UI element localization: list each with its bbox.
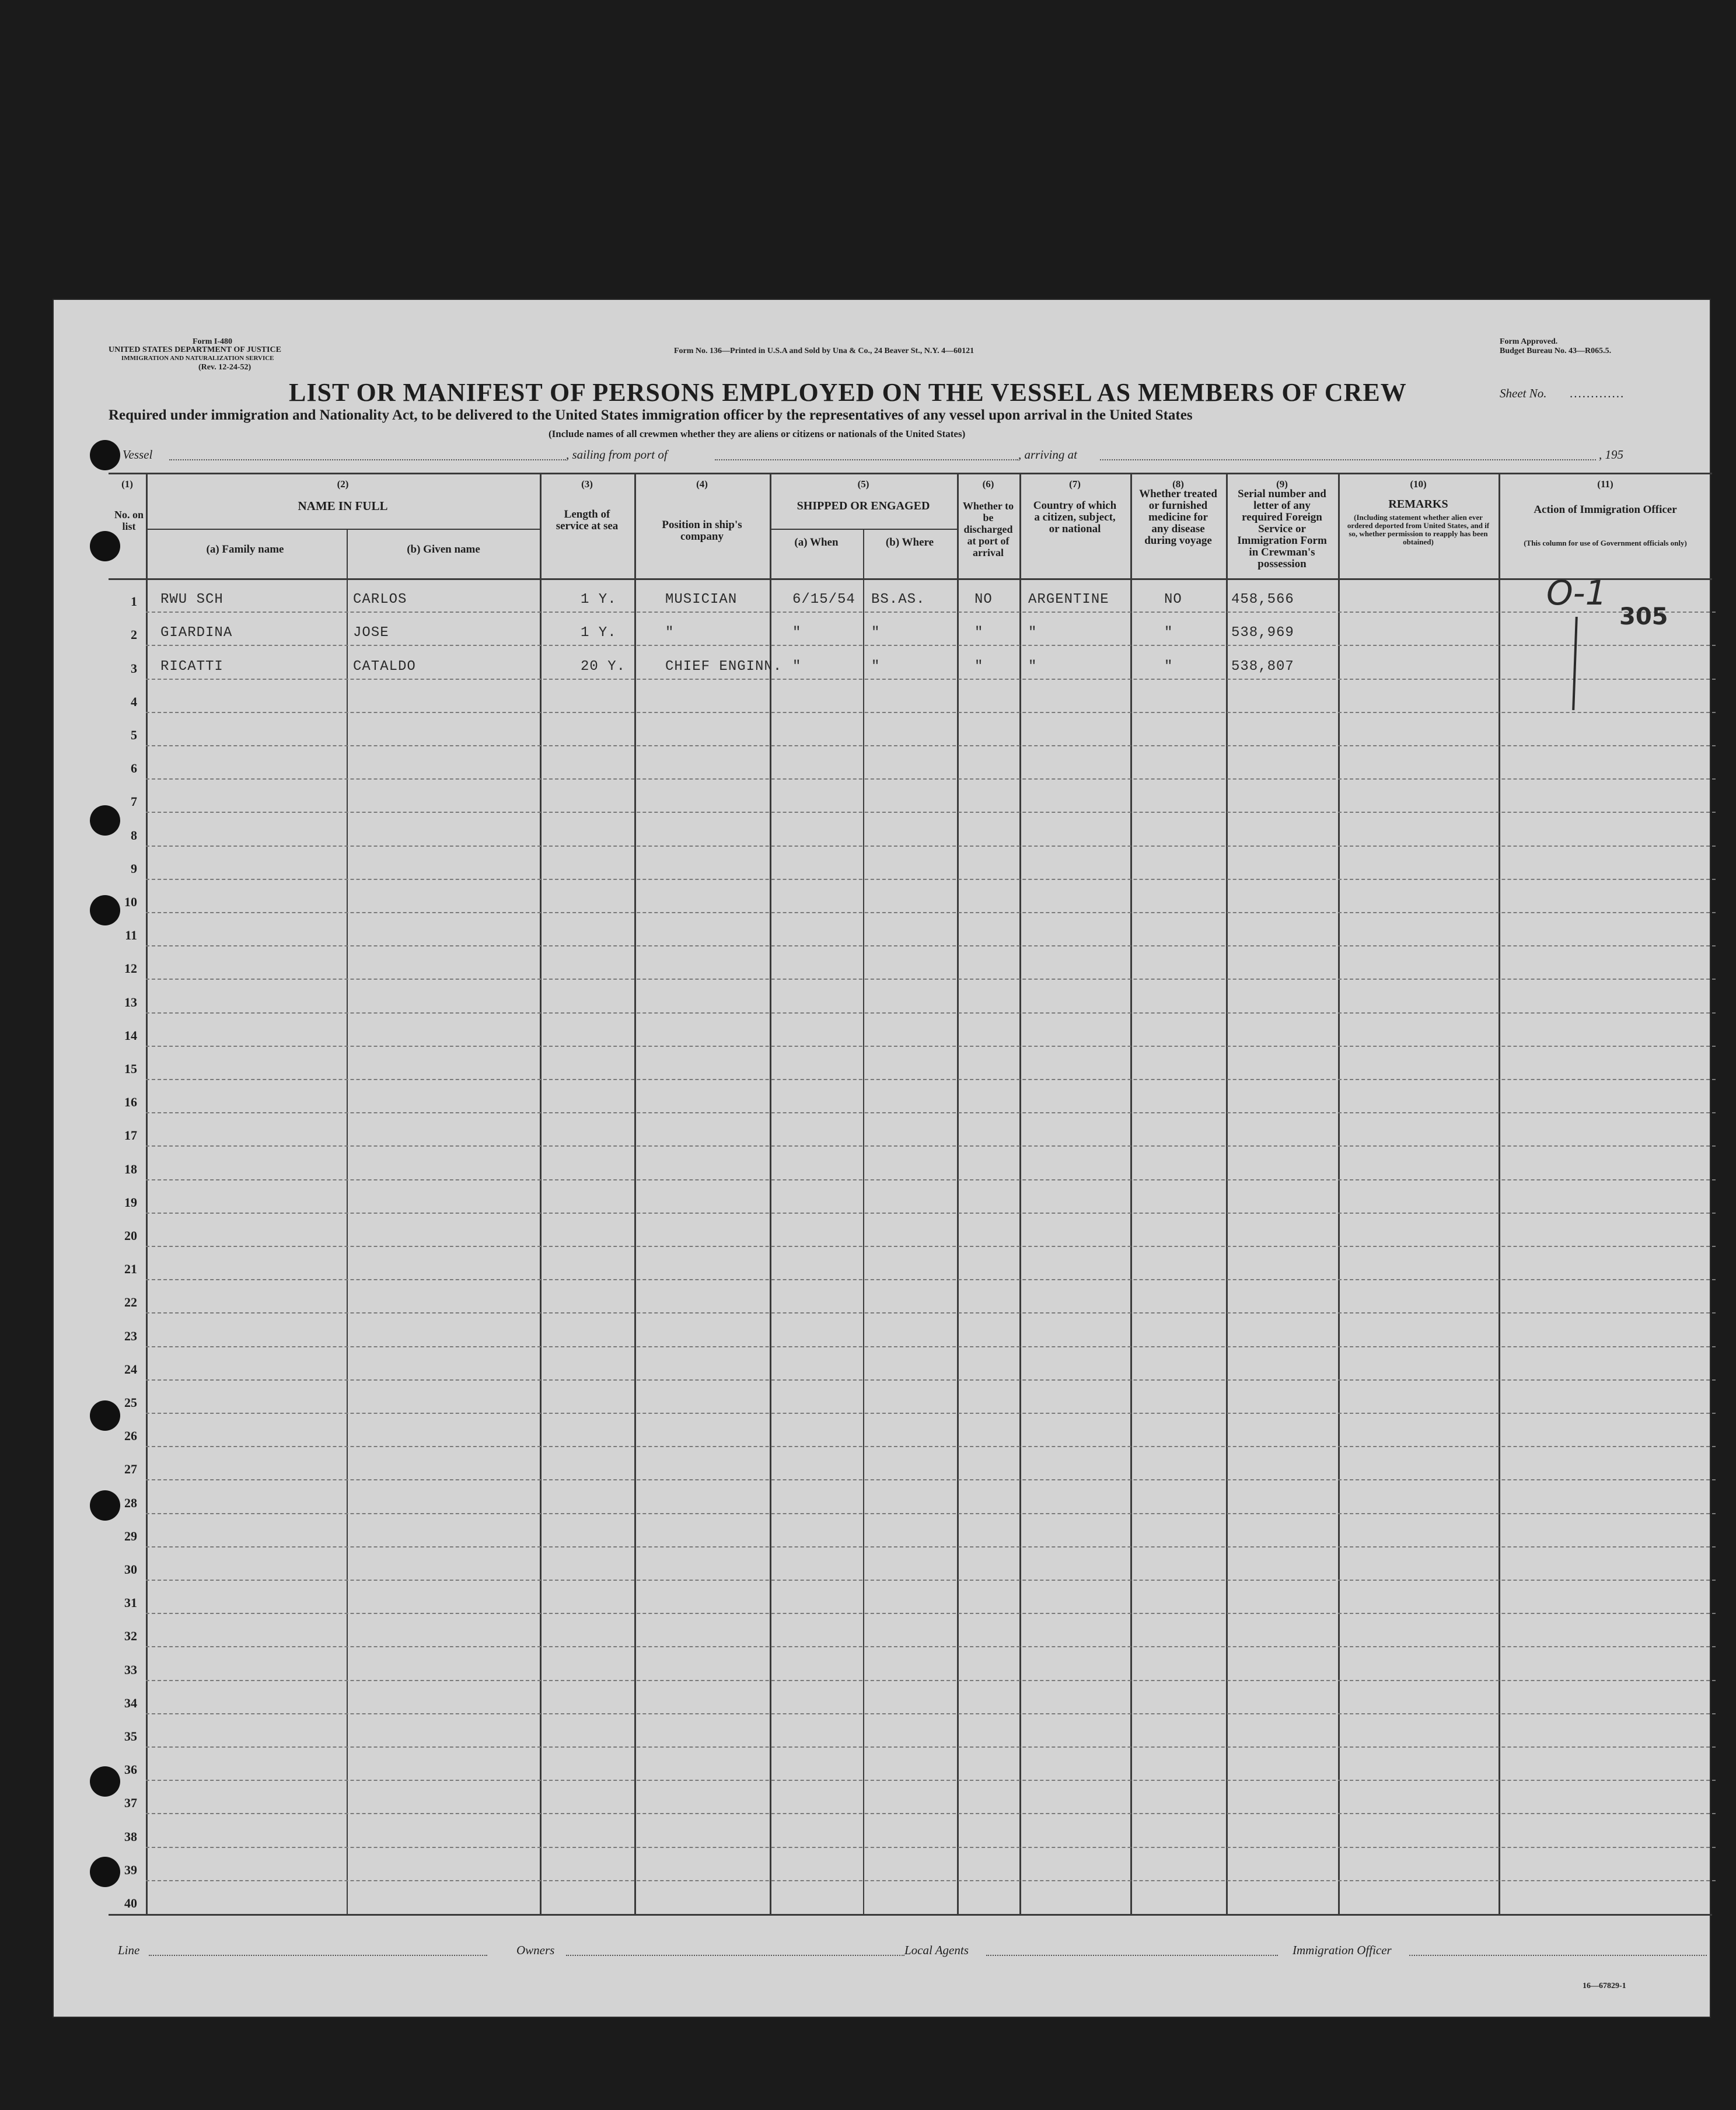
department: UNITED STATES DEPARTMENT OF JUSTICE (109, 345, 281, 354)
row-number: 23 (124, 1328, 137, 1343)
pen-stroke (1572, 617, 1578, 710)
punch-hole (90, 895, 120, 925)
row-number: 4 (131, 694, 137, 709)
col2b-header: (b) Given name (407, 543, 480, 556)
col10-number: (10) (1410, 478, 1427, 490)
col2a-header: (a) Family name (206, 543, 284, 556)
entry-where: " (871, 658, 881, 675)
row-number: 11 (125, 928, 137, 943)
row-number: 37 (124, 1795, 137, 1811)
row-number: 25 (124, 1395, 137, 1410)
row-number: 31 (124, 1595, 137, 1611)
row-number: 6 (131, 761, 137, 776)
row-line (146, 1746, 1716, 1748)
entry-serial: 538,969 (1231, 625, 1294, 641)
year-label: , 195 (1599, 448, 1623, 462)
entry-when: " (792, 658, 802, 675)
row-line (146, 945, 1716, 946)
footer-owners-field (566, 1955, 904, 1956)
vessel-label: Vessel (123, 448, 153, 462)
row-number: 15 (124, 1061, 137, 1076)
row-number: 5 (131, 728, 137, 742)
row-line (146, 745, 1716, 746)
row-line (146, 846, 1716, 847)
row-line (146, 1780, 1716, 1781)
row-line (146, 1847, 1716, 1848)
entry-when: " (792, 625, 802, 641)
entry-discharged: NO (974, 592, 993, 608)
row-number: 38 (124, 1829, 137, 1844)
entry-discharged: " (974, 625, 984, 641)
col5a-header: (a) When (794, 536, 839, 549)
row-number: 27 (124, 1462, 137, 1477)
col9-header: Serial number and letter of any required Foreign Service or Immigration Form in Crewman's possession (1237, 488, 1327, 570)
row-line (146, 1213, 1716, 1214)
row-number: 18 (124, 1161, 137, 1176)
table-top-rule (109, 473, 1712, 474)
col10-header: REMARKS (1388, 498, 1448, 511)
punch-hole (90, 1766, 120, 1797)
row-number: 22 (124, 1295, 137, 1310)
page-title: LIST OR MANIFEST OF PERSONS EMPLOYED ON THE VESSEL AS MEMBERS OF CREW (289, 378, 1407, 407)
row-number: 30 (124, 1562, 137, 1577)
row-number: 32 (124, 1629, 137, 1644)
sheet-label: Sheet No. (1500, 386, 1547, 400)
entry-position: " (665, 625, 675, 641)
col1-header: No. on list (114, 509, 144, 532)
entry-position: MUSICIAN (665, 592, 738, 608)
col-rule-8 (1226, 473, 1228, 1916)
row-number: 7 (131, 794, 137, 809)
row-line (146, 1513, 1716, 1514)
row-line (146, 1145, 1716, 1147)
col-rule-2 (540, 473, 542, 1916)
row-number: 33 (124, 1662, 137, 1677)
row-number: 39 (124, 1862, 137, 1877)
entry-country: " (1028, 625, 1038, 641)
revision: (Rev. 12-24-52) (198, 363, 252, 372)
row-line (146, 712, 1716, 713)
entry-medicine: " (1164, 625, 1173, 641)
budget-bureau: Budget Bureau No. 43—R065.5. (1500, 347, 1612, 355)
col2-header: NAME IN FULL (298, 499, 388, 513)
entry-family: RICATTI (160, 658, 223, 675)
printer-line: Form No. 136—Printed in U.S.A and Sold by Una & Co., 24 Beaver St., N.Y. 4—60121 (674, 347, 974, 355)
number-annotation: 305 (1619, 603, 1668, 630)
action-annotation: O-1 (1546, 573, 1607, 613)
row-line (146, 1079, 1716, 1080)
entry-family: GIARDINA (160, 625, 233, 641)
entry-serial: 538,807 (1231, 658, 1294, 675)
row-number: 17 (124, 1128, 137, 1143)
entry-country: " (1028, 658, 1038, 675)
col9-number: (9) (1276, 478, 1288, 490)
col-rule-5 (957, 473, 959, 1916)
row-line (146, 1179, 1716, 1180)
col5b-header: (b) Where (885, 536, 934, 549)
form-approved: Form Approved. (1500, 337, 1558, 346)
col-rule-1 (146, 473, 148, 1916)
row-number: 9 (131, 861, 137, 876)
row-line (146, 1246, 1716, 1247)
col3-number: (3) (581, 478, 593, 490)
entry-medicine: NO (1164, 592, 1182, 608)
row-line (146, 1479, 1716, 1480)
entry-given: JOSE (353, 625, 389, 641)
footer-officer-field (1409, 1955, 1707, 1956)
row-number: 3 (131, 661, 137, 676)
col-rule-7 (1130, 473, 1132, 1916)
col11-header: Action of Immigration Officer (1534, 504, 1677, 516)
entry-where: " (871, 625, 881, 641)
col-rule-4 (770, 473, 771, 1916)
col-rule-2a (347, 529, 348, 1916)
col3-header: Length of service at sea (556, 508, 619, 532)
row-line (146, 778, 1716, 780)
col6-number: (6) (982, 478, 994, 490)
col5-header: SHIPPED OR ENGAGED (797, 499, 930, 512)
row-number: 21 (124, 1262, 137, 1277)
header-bottom-rule (109, 578, 1712, 580)
row-line (146, 1046, 1716, 1047)
row-line (146, 1546, 1716, 1547)
footer-code: 16—67829-1 (1583, 1982, 1626, 1990)
row-line (146, 1713, 1716, 1714)
col-rule-10 (1499, 473, 1500, 1916)
row-number: 16 (124, 1095, 137, 1110)
col7-number: (7) (1069, 478, 1081, 490)
row-number: 29 (124, 1528, 137, 1543)
footer-officer-label: Immigration Officer (1293, 1943, 1392, 1957)
footer-line-field (149, 1955, 487, 1956)
row-line (146, 1346, 1716, 1347)
row-number: 28 (124, 1495, 137, 1510)
form-id: Form I-480 (193, 337, 233, 346)
row-number: 13 (124, 994, 137, 1009)
subtitle-note: (Include names of all crewmen whether they are aliens or citizens or nationals of the United States) (549, 428, 966, 439)
footer-agents-field (986, 1955, 1278, 1956)
col11-note: (This column for use of Government officials only) (1524, 539, 1687, 547)
entry-medicine: " (1164, 658, 1173, 675)
row-line (146, 1580, 1716, 1581)
punch-hole (90, 805, 120, 836)
col11-number: (11) (1597, 478, 1613, 490)
row-line (146, 1379, 1716, 1381)
row-line (146, 1413, 1716, 1414)
row-number: 40 (124, 1896, 137, 1910)
row-line (146, 1279, 1716, 1280)
punch-hole (90, 440, 120, 470)
row-number: 19 (124, 1194, 137, 1210)
row-line (146, 979, 1716, 980)
row-line (146, 1880, 1716, 1881)
col-rule-5a (863, 529, 864, 1916)
row-number: 24 (124, 1361, 137, 1377)
punch-hole (90, 1857, 120, 1887)
row-number: 20 (124, 1228, 137, 1243)
footer-agents-label: Local Agents (904, 1943, 969, 1957)
col2-number: (2) (337, 478, 349, 490)
entry-service: 20 Y. (581, 658, 626, 675)
row-number: 12 (124, 961, 137, 976)
sailing-field (715, 459, 1018, 460)
col6-header: Whether to be discharged at port of arrival (962, 500, 1014, 558)
vessel-field (169, 459, 566, 460)
entry-country: ARGENTINE (1028, 592, 1109, 608)
subtitle: Required under immigration and Nationality Act, to be delivered to the United States immigration officer by the representatives of any vessel upon arrival in the United States (109, 407, 1193, 423)
row-line (146, 1613, 1716, 1614)
row-line (146, 679, 1716, 680)
row-line (146, 1646, 1716, 1647)
col10-note: (Including statement whether alien ever ordered deported from United States, and if so, whether permission to reapply has been obtained) (1347, 513, 1490, 546)
col1-number: (1) (121, 478, 133, 490)
entry-position: CHIEF ENGINN. (665, 658, 783, 675)
row-line (146, 879, 1716, 880)
entry-serial: 458,566 (1231, 592, 1294, 608)
row-number: 36 (124, 1762, 137, 1777)
entry-given: CARLOS (353, 592, 407, 608)
row-line (146, 645, 1716, 646)
col8-header: Whether treated or furnished medicine for any disease during voyage (1139, 488, 1217, 547)
entry-service: 1 Y. (581, 625, 617, 641)
col8-number: (8) (1172, 478, 1184, 490)
col-rule-6 (1019, 473, 1021, 1916)
col-rule-9 (1338, 473, 1340, 1916)
punch-hole (90, 1400, 120, 1431)
entry-service: 1 Y. (581, 592, 617, 608)
col4-header: Position in ship's company (662, 519, 742, 543)
row-line (146, 1680, 1716, 1681)
row-line (146, 1112, 1716, 1113)
name-subrule (146, 529, 540, 530)
row-number: 10 (124, 895, 137, 909)
col4-number: (4) (696, 478, 708, 490)
manifest-sheet (53, 299, 1711, 2018)
col7-header: Country of which a citizen, subject, or national (1033, 499, 1117, 535)
col5-number: (5) (857, 478, 869, 490)
arriving-field (1100, 459, 1596, 460)
row-line (146, 812, 1716, 813)
row-line (146, 1446, 1716, 1447)
row-number: 26 (124, 1428, 137, 1444)
row-line (146, 1813, 1716, 1814)
service: IMMIGRATION AND NATURALIZATION SERVICE (121, 355, 274, 362)
sailing-label: , sailing from port of (566, 448, 668, 462)
sheet-dots: ............. (1570, 386, 1625, 400)
row-line (146, 612, 1716, 613)
table-bottom-rule (109, 1914, 1712, 1916)
row-number: 8 (131, 827, 137, 843)
footer-line-label: Line (118, 1943, 140, 1957)
row-line (146, 1012, 1716, 1014)
punch-hole (90, 1490, 120, 1521)
row-number: 14 (124, 1028, 137, 1043)
row-number: 2 (131, 627, 137, 642)
entry-given: CATALDO (353, 658, 416, 675)
row-number: 35 (124, 1729, 137, 1744)
entry-where: BS.AS. (871, 592, 925, 608)
entry-discharged: " (974, 658, 984, 675)
row-line (146, 1312, 1716, 1313)
row-number: 1 (131, 594, 137, 609)
row-number: 34 (124, 1695, 137, 1710)
footer-owners-label: Owners (516, 1943, 555, 1957)
col-rule-3 (634, 473, 636, 1916)
entry-when: 6/15/54 (792, 592, 855, 608)
punch-hole (90, 531, 120, 561)
entry-family: RWU SCH (160, 592, 223, 608)
arriving-label: , arriving at (1018, 448, 1077, 462)
row-line (146, 912, 1716, 913)
